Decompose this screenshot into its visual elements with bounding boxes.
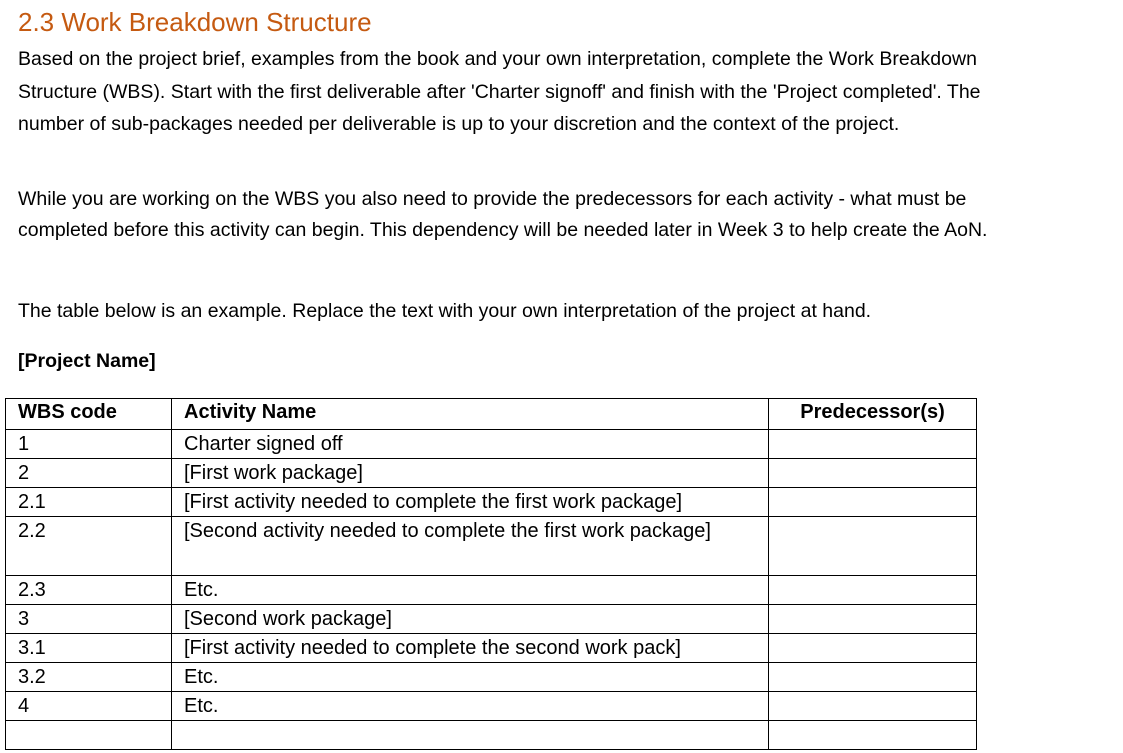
table-header-row	[6, 399, 977, 430]
predecessors-cell[interactable]	[769, 517, 977, 576]
activity-name-cell[interactable]: [First work package]	[172, 459, 769, 488]
table-row	[6, 692, 977, 721]
wbs-code-cell[interactable]: 2.3	[6, 576, 172, 605]
wbs-table	[5, 398, 977, 750]
table-row	[6, 721, 977, 750]
activity-name-cell[interactable]: [First activity needed to complete the first work package]	[172, 488, 769, 517]
intro-paragraph: Based on the project brief, examples from the book and your own interpretation, complete the Work Breakdown Structure (WBS). Start with the first deliverable after 'Charter signoff' and finish with the 'Project completed'. The number of sub-packages needed per deliverable is up to your discretion and the context of the project.	[18, 48, 981, 135]
predecessors-cell[interactable]	[769, 663, 977, 692]
activity-name-cell[interactable]: Etc.	[172, 576, 769, 605]
table-row	[6, 576, 977, 605]
table-row	[6, 459, 977, 488]
predecessors-cell[interactable]	[769, 576, 977, 605]
activity-name-cell[interactable]: Charter signed off	[172, 430, 769, 459]
table-row	[6, 517, 977, 576]
wbs-code-cell[interactable]: 3.1	[6, 634, 172, 663]
activity-name-cell[interactable]: [First activity needed to complete the second work pack]	[172, 634, 769, 663]
predecessors-cell[interactable]	[769, 634, 977, 663]
header-wbs-code: WBS code	[6, 399, 172, 430]
predecessors-cell[interactable]	[769, 692, 977, 721]
predecessors-cell[interactable]	[769, 430, 977, 459]
wbs-code-cell[interactable]: 2.1	[6, 488, 172, 517]
table-row	[6, 488, 977, 517]
wbs-code-cell[interactable]: 2.2	[6, 517, 172, 576]
activity-name-cell[interactable]: Etc.	[172, 663, 769, 692]
example-note-paragraph: The table below is an example. Replace the text with your own interpretation of the project at hand.	[18, 300, 872, 322]
predecessors-cell[interactable]	[769, 605, 977, 634]
predecessors-paragraph: While you are working on the WBS you also need to provide the predecessors for each activity - what must be completed before this activity can begin. This dependency will be needed later in Week 3 to help create the AoN.	[18, 188, 988, 241]
section-heading: 2.3 Work Breakdown Structure	[18, 7, 372, 37]
wbs-code-cell[interactable]: 3.2	[6, 663, 172, 692]
activity-name-cell[interactable]: [Second activity needed to complete the first work package]	[172, 517, 769, 576]
table-row	[6, 663, 977, 692]
wbs-code-cell[interactable]	[6, 721, 172, 750]
activity-name-cell[interactable]	[172, 721, 769, 750]
predecessors-cell[interactable]	[769, 488, 977, 517]
header-activity-name: Activity Name	[172, 399, 769, 430]
wbs-code-cell[interactable]: 2	[6, 459, 172, 488]
wbs-code-cell[interactable]: 3	[6, 605, 172, 634]
predecessors-cell[interactable]	[769, 459, 977, 488]
header-predecessors: Predecessor(s)	[769, 399, 977, 430]
table-row	[6, 634, 977, 663]
predecessors-cell[interactable]	[769, 721, 977, 750]
project-name-label: [Project Name]	[18, 350, 156, 372]
table-row	[6, 605, 977, 634]
table-row	[6, 430, 977, 459]
activity-name-cell[interactable]: Etc.	[172, 692, 769, 721]
activity-name-cell[interactable]: [Second work package]	[172, 605, 769, 634]
wbs-code-cell[interactable]: 4	[6, 692, 172, 721]
wbs-code-cell[interactable]: 1	[6, 430, 172, 459]
